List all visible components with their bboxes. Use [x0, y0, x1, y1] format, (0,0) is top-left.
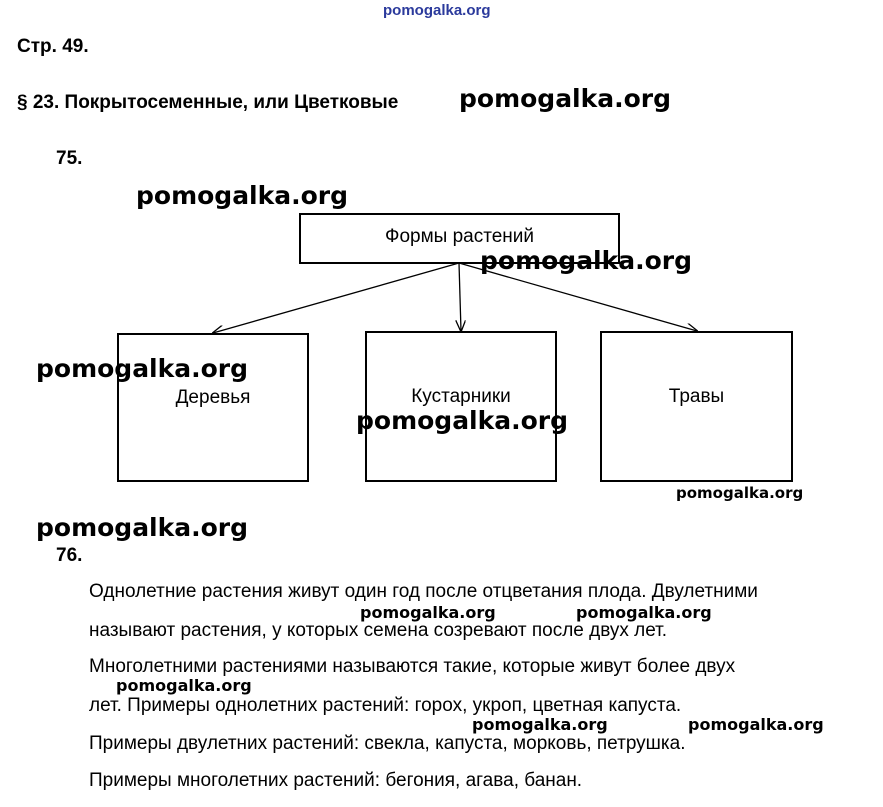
arrow-to-shrubs [459, 263, 461, 331]
paragraph-line: Однолетние растения живут один год после отцветания плода. Двулетними [89, 581, 758, 602]
paragraph-line: называют растения, у которых семена созревают после двух лет. [89, 620, 668, 641]
watermark: pomogalka.org [459, 84, 672, 113]
diagram-label-shrubs: Кустарники [411, 386, 511, 407]
watermark: pomogalka.org [136, 181, 349, 210]
section-title: § 23. Покрытосеменные, или Цветковые [17, 92, 399, 113]
watermark: pomogalka.org [356, 406, 569, 435]
task-76-number: 76. [56, 545, 83, 566]
watermark: pomogalka.org [688, 715, 824, 734]
arrow-to-trees [213, 263, 459, 333]
watermark-top: pomogalka.org [383, 2, 491, 19]
diagram-label-herbs: Травы [668, 386, 725, 407]
paragraph-line: лет. Примеры однолетних растений: горох, укроп, цветная капуста. [89, 695, 682, 716]
watermark: pomogalka.org [472, 715, 608, 734]
watermark: pomogalka.org [36, 513, 249, 542]
watermark: pomogalka.org [360, 603, 496, 622]
task-75-number: 75. [56, 148, 83, 169]
paragraph-line: Многолетними растениями называются такие, которые живут более двух [89, 656, 736, 677]
watermark: pomogalka.org [36, 354, 249, 383]
watermark: pomogalka.org [116, 676, 252, 695]
watermark: pomogalka.org [480, 246, 693, 275]
watermark: pomogalka.org [676, 484, 804, 502]
watermark: pomogalka.org [576, 603, 712, 622]
paragraph-line: Примеры многолетних растений: бегония, агава, банан. [89, 770, 583, 791]
diagram-box-herbs [600, 331, 793, 482]
page-label: Стр. 49. [17, 36, 89, 57]
paragraph-line: Примеры двулетних растений: свекла, капуста, морковь, петрушка. [89, 733, 686, 754]
diagram-label-trees: Деревья [175, 387, 251, 408]
diagram-root-label: Формы растений [385, 226, 534, 247]
